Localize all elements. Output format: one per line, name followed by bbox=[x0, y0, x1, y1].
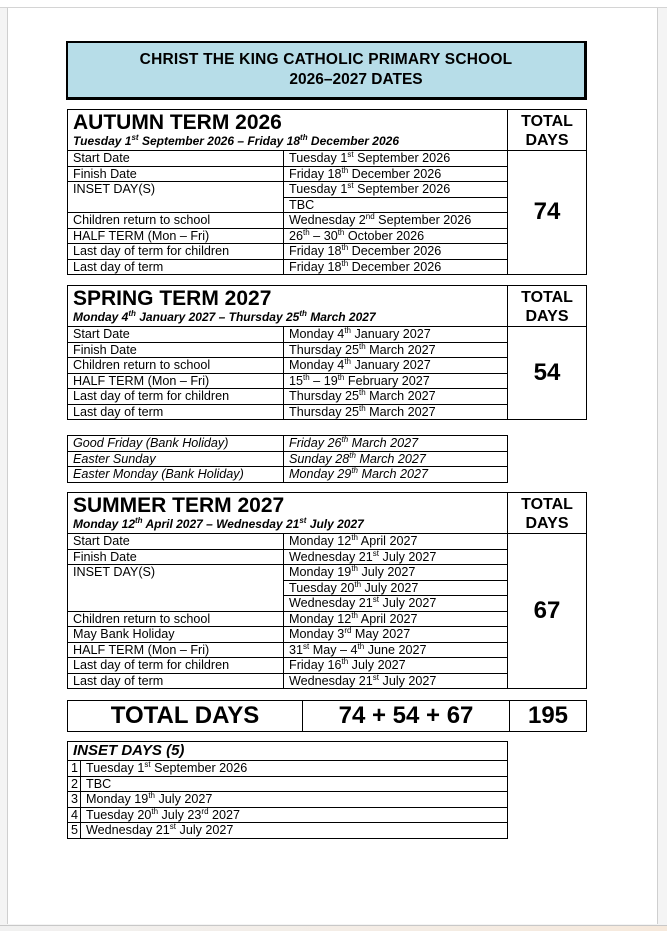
summer-header-row bbox=[68, 493, 587, 534]
total-days-header-word: TOTAL bbox=[521, 289, 573, 306]
spring-row-value: Monday 4th January 2027 bbox=[284, 327, 508, 343]
summer-row-value: Wednesday 21st July 2027 bbox=[284, 673, 508, 689]
summer-row-label: Children return to school bbox=[68, 611, 284, 627]
ordinal-suffix: st bbox=[347, 181, 354, 190]
autumn-term-header bbox=[68, 110, 508, 151]
spring-row-label: Children return to school bbox=[68, 358, 284, 374]
summer-row-value: Friday 16th July 2027 bbox=[284, 658, 508, 674]
ordinal-suffix: th bbox=[337, 227, 345, 237]
inset-day-row bbox=[68, 761, 508, 777]
inset-day-row bbox=[68, 776, 508, 792]
spring-row-value: Thursday 25th March 2027 bbox=[284, 404, 508, 420]
holiday-date: Sunday 28th March 2027 bbox=[284, 451, 508, 467]
total-days-header-word: DAYS bbox=[525, 132, 569, 149]
inset-day-date: Monday 19th July 2027 bbox=[81, 792, 508, 808]
autumn-total-days: 74 bbox=[508, 151, 587, 275]
autumn-term-range: Tuesday 1st September 2026 – Friday 18th December 2026 bbox=[73, 133, 399, 148]
summer-row-label: HALF TERM (Mon – Fri) bbox=[68, 642, 284, 658]
ordinal-suffix: th bbox=[341, 165, 349, 175]
ordinal-suffix: th bbox=[344, 326, 351, 335]
summer-total-days: 67 bbox=[508, 534, 587, 689]
ordinal-suffix: th bbox=[359, 388, 366, 397]
ordinal-suffix: th bbox=[359, 403, 366, 413]
autumn-row-label: Start Date bbox=[68, 151, 284, 167]
ordinal-suffix: th bbox=[354, 579, 362, 589]
ordinal-suffix: th bbox=[341, 657, 349, 666]
ordinal-suffix: th bbox=[351, 610, 358, 620]
ordinal-suffix: th bbox=[351, 533, 358, 542]
spring-row-label: Start Date bbox=[68, 327, 284, 343]
spring-row-label: HALF TERM (Mon – Fri) bbox=[68, 373, 284, 389]
autumn-term-table bbox=[67, 109, 587, 275]
inset-day-number: 4 bbox=[68, 807, 81, 823]
ordinal-suffix: th bbox=[337, 372, 345, 382]
viewer-top-edge bbox=[0, 0, 667, 8]
grand-total-row bbox=[68, 701, 587, 732]
summer-row-value: Monday 3rd May 2027 bbox=[284, 627, 508, 643]
inset-days-table bbox=[67, 741, 508, 839]
inset-day-number: 1 bbox=[68, 761, 81, 777]
holiday-row bbox=[68, 467, 508, 483]
spring-term-table bbox=[67, 285, 587, 420]
summer-row-label: Last day of term bbox=[68, 673, 284, 689]
autumn-header-row bbox=[68, 110, 587, 151]
grand-total-table bbox=[67, 700, 587, 732]
autumn-row-value: Wednesday 2nd September 2026 bbox=[284, 213, 508, 229]
total-days-header-word: TOTAL bbox=[521, 496, 573, 513]
ordinal-suffix: th bbox=[299, 309, 307, 318]
inset-days-title-row bbox=[68, 742, 508, 761]
spring-total-days: 54 bbox=[508, 327, 587, 420]
ordinal-suffix: st bbox=[144, 760, 151, 769]
ordinal-suffix: th bbox=[300, 133, 308, 142]
autumn-row-value: Tuesday 1st September 2026 bbox=[284, 151, 508, 167]
autumn-term-title: AUTUMN TERM 2026 bbox=[73, 111, 282, 134]
autumn-row-label: Children return to school bbox=[68, 213, 284, 229]
ordinal-suffix: st bbox=[372, 595, 380, 604]
summer-row-label: Finish Date bbox=[68, 549, 284, 565]
holiday-label: Easter Sunday bbox=[68, 451, 284, 467]
ordinal-suffix: th bbox=[303, 227, 310, 237]
ordinal-suffix: st bbox=[131, 133, 139, 142]
autumn-row bbox=[68, 151, 587, 167]
spring-header-row bbox=[68, 286, 587, 327]
ordinal-suffix: th bbox=[359, 341, 366, 351]
summer-row-label: Start Date bbox=[68, 534, 284, 550]
autumn-row-label: Finish Date bbox=[68, 166, 284, 182]
inset-day-date: TBC bbox=[81, 776, 508, 792]
autumn-row-value: 26th – 30th October 2026 bbox=[284, 228, 508, 244]
autumn-row-value: TBC bbox=[284, 197, 508, 213]
summer-row-value: Monday 12th April 2027 bbox=[284, 534, 508, 550]
summer-row-label: INSET DAY(S) bbox=[68, 565, 284, 612]
ordinal-suffix: nd bbox=[365, 212, 375, 221]
summer-term-header bbox=[68, 493, 508, 534]
ordinal-suffix: th bbox=[341, 243, 349, 252]
spring-row-value: Monday 4th January 2027 bbox=[284, 358, 508, 374]
inset-day-date: Tuesday 20th July 23rd 2027 bbox=[81, 807, 508, 823]
autumn-row-label: Last day of term bbox=[68, 259, 284, 275]
ordinal-suffix: rd bbox=[201, 806, 209, 816]
inset-day-date: Tuesday 1st September 2026 bbox=[81, 761, 508, 777]
spring-row-label: Last day of term bbox=[68, 404, 284, 420]
summer-row-label: Last day of term for children bbox=[68, 658, 284, 674]
spring-term-range: Monday 4th January 2027 – Thursday 25th March 2027 bbox=[73, 309, 376, 324]
summer-row-label: May Bank Holiday bbox=[68, 627, 284, 643]
ordinal-suffix: st bbox=[372, 548, 380, 558]
holidays-table bbox=[67, 435, 508, 483]
spring-row-value: Thursday 25th March 2027 bbox=[284, 389, 508, 405]
ordinal-suffix: th bbox=[151, 806, 159, 816]
autumn-row-label: Last day of term for children bbox=[68, 244, 284, 260]
grand-total-label: TOTAL DAYS bbox=[68, 701, 303, 732]
autumn-row-value: Friday 18th December 2026 bbox=[284, 166, 508, 182]
total-days-header-word: DAYS bbox=[525, 515, 569, 532]
inset-day-date: Wednesday 21st July 2027 bbox=[81, 823, 508, 839]
ordinal-suffix: th bbox=[128, 309, 136, 318]
spring-total-days-header bbox=[508, 286, 587, 327]
inset-day-number: 3 bbox=[68, 792, 81, 808]
holiday-label: Good Friday (Bank Holiday) bbox=[68, 436, 284, 452]
summer-row-value: Monday 19th July 2027 bbox=[284, 565, 508, 581]
summer-term-range: Monday 12th April 2027 – Wednesday 21st July 2027 bbox=[73, 516, 364, 531]
ordinal-suffix: st bbox=[347, 150, 354, 159]
holiday-row bbox=[68, 436, 508, 452]
summer-term-title: SUMMER TERM 2027 bbox=[73, 494, 285, 517]
dates-title: 2026–2027 DATES bbox=[289, 71, 423, 88]
grand-total-sum: 74 + 54 + 67 bbox=[303, 701, 510, 732]
ordinal-suffix: th bbox=[148, 791, 155, 800]
inset-day-row bbox=[68, 823, 508, 839]
holiday-row bbox=[68, 451, 508, 467]
ordinal-suffix: th bbox=[303, 372, 310, 382]
summer-row-value: Monday 12th April 2027 bbox=[284, 611, 508, 627]
autumn-total-days-header bbox=[508, 110, 587, 151]
ordinal-suffix: th bbox=[351, 564, 358, 573]
ordinal-suffix: st bbox=[299, 516, 307, 525]
inset-day-number: 5 bbox=[68, 823, 81, 839]
inset-day-row bbox=[68, 807, 508, 823]
inset-day-row bbox=[68, 792, 508, 808]
holiday-date: Friday 26th March 2027 bbox=[284, 436, 508, 452]
spring-row-value: 15th – 19th February 2027 bbox=[284, 373, 508, 389]
viewer-bottom-edge bbox=[0, 925, 667, 931]
ordinal-suffix: th bbox=[349, 450, 356, 460]
spring-row-label: Last day of term for children bbox=[68, 389, 284, 405]
ordinal-suffix: rd bbox=[344, 626, 352, 635]
summer-row-value: Wednesday 21st July 2027 bbox=[284, 596, 508, 612]
spring-term-title: SPRING TERM 2027 bbox=[73, 287, 272, 310]
autumn-row-value: Friday 18th December 2026 bbox=[284, 259, 508, 275]
spring-row-value: Thursday 25th March 2027 bbox=[284, 342, 508, 358]
summer-row-value: Wednesday 21st July 2027 bbox=[284, 549, 508, 565]
autumn-row-label: HALF TERM (Mon – Fri) bbox=[68, 228, 284, 244]
ordinal-suffix: th bbox=[357, 641, 365, 651]
summer-row-value: Tuesday 20th July 2027 bbox=[284, 580, 508, 596]
school-name: CHRIST THE KING CATHOLIC PRIMARY SCHOOL bbox=[139, 51, 513, 68]
summer-row-value: 31st May – 4th June 2027 bbox=[284, 642, 508, 658]
ordinal-suffix: st bbox=[372, 672, 380, 682]
spring-row bbox=[68, 327, 587, 343]
total-days-header-word: TOTAL bbox=[521, 113, 573, 130]
total-days-header-word: DAYS bbox=[525, 308, 569, 325]
spring-row-label: Finish Date bbox=[68, 342, 284, 358]
inset-days-title: INSET DAYS (5) bbox=[68, 742, 508, 761]
ordinal-suffix: st bbox=[303, 641, 310, 651]
ordinal-suffix: th bbox=[344, 357, 351, 366]
ordinal-suffix: th bbox=[351, 466, 358, 475]
inset-day-number: 2 bbox=[68, 776, 81, 792]
ordinal-suffix: th bbox=[135, 516, 143, 525]
ordinal-suffix: th bbox=[341, 258, 349, 268]
summer-total-days-header bbox=[508, 493, 587, 534]
autumn-row-label: INSET DAY(S) bbox=[68, 182, 284, 213]
document-page bbox=[7, 8, 658, 924]
holiday-label: Easter Monday (Bank Holiday) bbox=[68, 467, 284, 483]
summer-term-table bbox=[67, 492, 587, 689]
grand-total-value: 195 bbox=[510, 701, 587, 732]
title-banner bbox=[66, 41, 587, 100]
holiday-date: Monday 29th March 2027 bbox=[284, 467, 508, 483]
ordinal-suffix: th bbox=[341, 435, 349, 444]
autumn-row-value: Friday 18th December 2026 bbox=[284, 244, 508, 260]
autumn-row-value: Tuesday 1st September 2026 bbox=[284, 182, 508, 198]
summer-row bbox=[68, 534, 587, 550]
ordinal-suffix: st bbox=[169, 822, 177, 831]
spring-term-header bbox=[68, 286, 508, 327]
